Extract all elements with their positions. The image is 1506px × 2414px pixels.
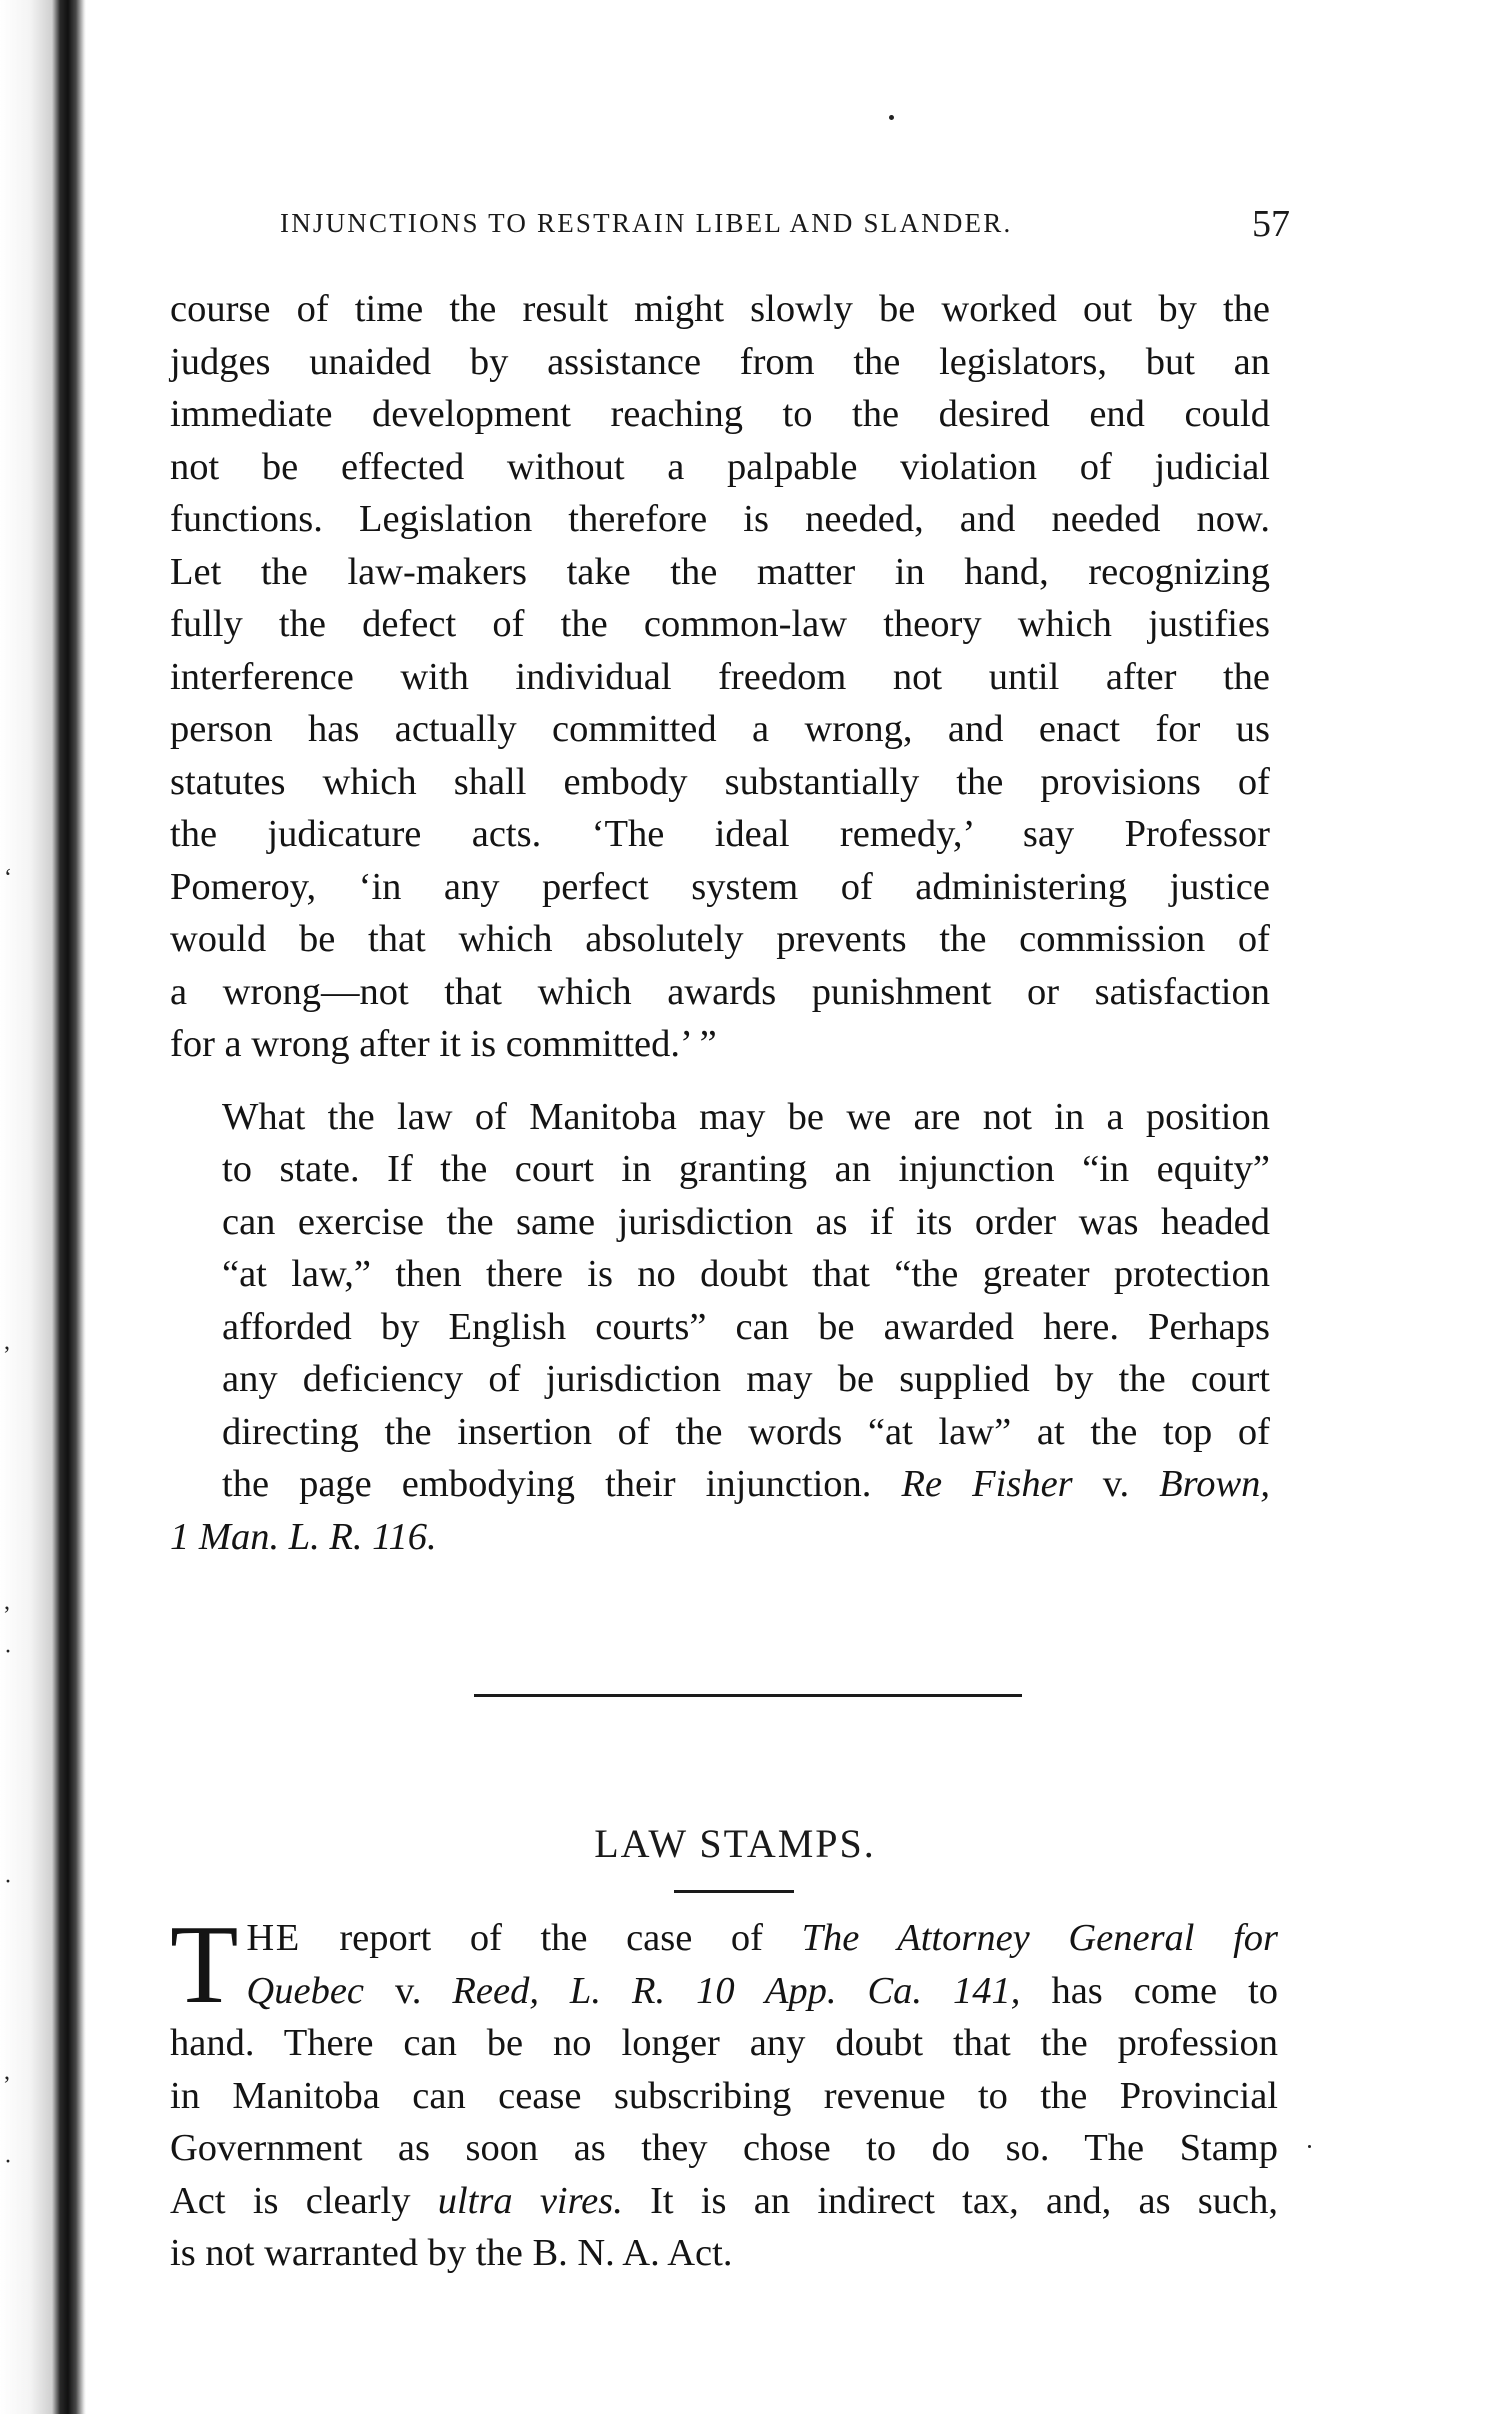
margin-mark: , xyxy=(4,2059,10,2085)
text-line: immediate development reaching to the desired end could xyxy=(170,393,1270,435)
text-line: “at law,” then there is no doubt that “the greater protection xyxy=(222,1253,1270,1295)
section-line: Government as soon as they chose to do so. The Stamp xyxy=(170,2127,1278,2169)
running-head xyxy=(280,203,1290,248)
text-line: interference with individual freedom not until after the xyxy=(170,655,1270,698)
article-body xyxy=(170,283,1270,1563)
margin-mark: · xyxy=(4,1869,12,1895)
case-name: Quebec xyxy=(246,1969,364,2012)
text-line: Let the law-makers take the matter in hand, recognizing xyxy=(170,550,1270,593)
text-line: any deficiency of jurisdiction may be supplied by the court xyxy=(222,1358,1270,1400)
page-number: 57 xyxy=(1252,203,1290,245)
citation-line xyxy=(170,1511,1270,1564)
section-line: in Manitoba can cease subscribing revenue to the Provincial xyxy=(170,2074,1278,2117)
drop-cap: T xyxy=(170,1903,239,2027)
text-line: to state. If the court in granting an injunction “in equity” xyxy=(222,1148,1270,1190)
text-line: functions. Legislation therefore is needed, and needed now. xyxy=(170,498,1270,540)
case-name: Re Fisher xyxy=(901,1463,1073,1505)
section-line: is not warranted by the B. N. A. Act. xyxy=(170,2232,733,2274)
text-line: not be effected without a palpable violation of judicial xyxy=(170,445,1270,488)
law-stamps-paragraph xyxy=(170,1903,1279,2280)
text-line: fully the defect of the common-law theory which justifies xyxy=(170,603,1270,645)
text-line: judges unaided by assistance from the legislators, but an xyxy=(170,340,1270,383)
section-divider-rule xyxy=(474,1694,1022,1697)
section-line xyxy=(170,1912,1278,1965)
case-name: Brown, xyxy=(1159,1463,1271,1505)
text-line: What the law of Manitoba may be we are not in a position xyxy=(222,1095,1270,1138)
margin-mark: · xyxy=(4,2149,12,2175)
section-line: hand. There can be no longer any doubt that the profession xyxy=(170,2022,1278,2064)
section-text: has come to xyxy=(1051,1969,1279,2012)
running-title: INJUNCTIONS TO RESTRAIN LIBEL AND SLANDER. xyxy=(280,208,1013,238)
text-line: for a wrong after it is committed.’ ” xyxy=(170,1023,717,1065)
section-title: LAW STAMPS. xyxy=(594,1821,876,1866)
latin-term: ultra vires. xyxy=(437,2179,623,2222)
book-page xyxy=(170,0,1310,2414)
section-text: report of the case of xyxy=(339,1917,763,1959)
text-line: a wrong—not that which awards punishment or satisfaction xyxy=(170,970,1270,1013)
margin-mark: , xyxy=(4,1329,10,1355)
section-title-rule xyxy=(674,1890,794,1893)
citation-reporter: 1 Man. L. R. 116. xyxy=(170,1515,437,1558)
versus: v. xyxy=(1102,1463,1130,1505)
margin-mark: · xyxy=(4,1639,12,1665)
section-line xyxy=(170,2175,1278,2228)
margin-mark: ‘ xyxy=(4,865,12,891)
section-text: v. xyxy=(395,1969,422,2012)
case-name: The Attorney General for xyxy=(801,1917,1278,1959)
text-line-content: the page embodying their injunction. xyxy=(222,1463,872,1505)
text-line: person has actually committed a wrong, and enact for us xyxy=(170,708,1270,750)
margin-mark: , xyxy=(4,1589,10,1615)
text-line: course of time the result might slowly be worked out by the xyxy=(170,288,1270,330)
section-text: Act is clearly xyxy=(170,2179,411,2222)
text-line: can exercise the same jurisdiction as if its order was headed xyxy=(222,1200,1270,1243)
text-line: would be that which absolutely prevents the commission of xyxy=(170,918,1270,960)
text-line: afforded by English courts” can be awarded here. Perhaps xyxy=(222,1305,1270,1348)
first-word: HE xyxy=(246,1917,301,1959)
section-line xyxy=(170,1965,1278,2018)
text-line xyxy=(170,1458,1270,1511)
text-line: statutes which shall embody substantially the provisions of xyxy=(170,760,1270,803)
text-line: directing the insertion of the words “at law” at the top of xyxy=(222,1410,1270,1453)
paragraph-manitoba xyxy=(170,1091,1270,1511)
paragraph-continued xyxy=(170,283,1270,1071)
text-line: Pomeroy, ‘in any perfect system of administering justice xyxy=(170,865,1270,908)
binding-margin-marks xyxy=(0,0,20,2414)
section-text: It is an indirect tax, and, as such, xyxy=(650,2179,1278,2222)
text-line: the judicature acts. ‘The ideal remedy,’ say Professor xyxy=(170,813,1270,855)
case-citation: Reed, L. R. 10 App. Ca. 141, xyxy=(452,1969,1021,2012)
